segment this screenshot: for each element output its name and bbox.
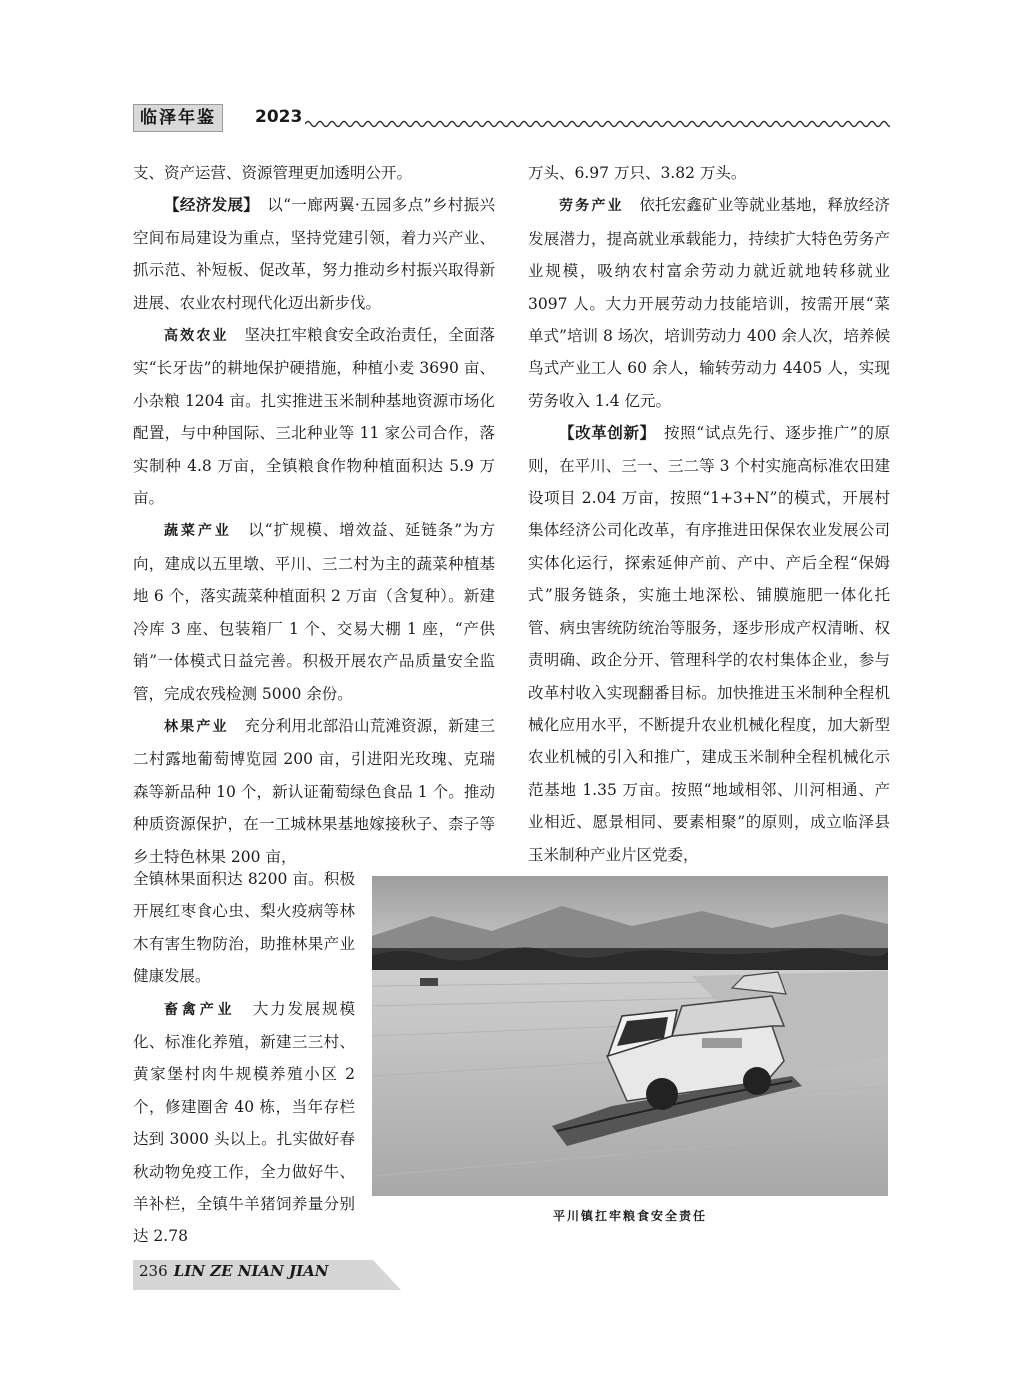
harvester-photo — [372, 876, 888, 1196]
right-column — [528, 157, 890, 871]
subhead-vegetable: 蔬菜产业 — [164, 523, 232, 540]
paragraph-livestock — [133, 993, 355, 1253]
section-head-reform: 【改革创新】 — [559, 423, 656, 443]
footer-title: LIN ZE NIAN JIAN — [173, 1262, 329, 1280]
header-wave-rule — [305, 117, 890, 131]
paragraph-economy — [133, 189, 495, 319]
page-number: 236 — [139, 1262, 168, 1280]
running-header — [133, 100, 890, 134]
subhead-labor: 劳务产业 — [559, 198, 624, 215]
paragraph-continued: 支、资产运营、资源管理更加透明公开。 — [133, 164, 413, 182]
paragraph-agriculture — [133, 319, 495, 514]
paragraph-text: 以“一廊两翼·五园多点”乡村振兴空间布局建设为重点，坚持党建引领，着力兴产业、抓示范、补短板、促改革，努力推动乡村振兴取得新进展、农业农村现代化迈出新步伐。 — [133, 196, 495, 312]
paragraph-labor — [528, 189, 890, 417]
paragraph-text: 以“扩规模、增效益、延链条”为方向，建成以五里墩、平川、三二村为主的蔬菜种植基地 6 个，落实蔬菜种植面积 2 万亩（含复种）。新建冷库 3 座、包装箱厂 1 个、交易大棚 1 座，“产供销”一体模式日益完善。积极开展农产品质量安全监管，完成农残检测 5000 余份。 — [133, 521, 495, 703]
header-year: 2023 — [255, 107, 303, 127]
paragraph-vegetable — [133, 514, 495, 709]
photo-caption: 平川镇扛牢粮食安全责任 — [552, 1209, 707, 1223]
paragraph-text: 充分利用北部沿山荒滩资源，新建三二村露地葡萄博览园 200 亩，引进阳光玫瑰、克瑞森等新品种 10 个，新认证葡萄绿色食品 1 个。推动种质资源保护，在一工城林果基地嫁接秋子、柰子等乡土特色林果 200 亩， — [133, 716, 495, 866]
paragraph-forestry-cont: 全镇林果面积达 8200 亩。积极开展红枣食心虫、梨火疫病等林木有害生物防治，助推林果产业健康发展。 — [133, 870, 355, 986]
paragraph-forestry — [133, 710, 495, 873]
subhead-livestock: 畜禽产业 — [164, 1001, 236, 1018]
left-column — [133, 157, 495, 873]
paragraph-text: 坚决扛牢粮食安全政治责任，全面落实“长牙齿”的耕地保护硬措施，种植小麦 3690 亩、小杂粮 1204 亩。扎实推进玉米制种基地资源市场化配置，与中种国际、三北种业等 11 家公司合作，落实制种 4.8 万亩，全镇粮食作物种植面积达 5.9 万亩。 — [133, 326, 495, 508]
footer-text — [139, 1262, 329, 1280]
paragraph-text: 大力发展规模化、标准化养殖，新建三三村、黄家堡村肉牛规模养殖小区 2 个，修建圈舍 40 栋，当年存栏达到 3000 头以上。扎实做好春秋动物免疫工作，全力做好牛、羊补栏，全镇牛羊猪饲养量分别达 2.78 — [133, 999, 355, 1246]
yearbook-brand: 临泽年鉴 — [133, 104, 223, 132]
left-column-lower — [133, 863, 355, 1253]
page-footer — [133, 1258, 403, 1292]
paragraph-reform — [528, 417, 890, 871]
subhead-forestry: 林果产业 — [164, 718, 229, 735]
paragraph-text: 按照“试点先行、逐步推广”的原则，在平川、三一、三二等 3 个村实施高标准农田建设项目 2.04 万亩，按照“1+3+N”的模式，开展村集体经济公司化改革，有序推进田保保农业发展公司实体化运行，探索延伸产前、产中、产后全程“保姆式”服务链条，实施土地深松、铺膜施肥一体化托管、病虫害统防统治等服务，逐步形成产权清晰、权责明确、政企分开、管理科学的农村集体企业，参与改革村收入实现翻番目标。加快推进玉米制种全程机械化应用水平，不断提升农业机械化程度，加大新型农业机械的引入和推广，建成玉米制种全程机械化示范基地 1.35 万亩。按照“地域相邻、川河相通、产业相近、愿景相同、要素相聚”的原则，成立临泽县玉米制种产业片区党委， — [528, 424, 890, 864]
subhead-agriculture: 高效农业 — [164, 328, 229, 345]
paragraph-continued: 万头、6.97 万只、3.82 万头。 — [528, 164, 747, 182]
wheat-field-harvester-image — [372, 876, 888, 1196]
paragraph-text: 依托宏鑫矿业等就业基地，释放经济发展潜力，提高就业承载能力，持续扩大特色劳务产业规模，吸纳农村富余劳动力就近就地转移就业 3097 人。大力开展劳动力技能培训，按需开展“菜单式”培训 8 场次，培训劳动力 400 余人次，培养候鸟式产业工人 60 余人，输转劳动力 4405 人，实现劳务收入 1.4 亿元。 — [528, 196, 890, 410]
section-head-economy: 【经济发展】 — [164, 195, 260, 215]
